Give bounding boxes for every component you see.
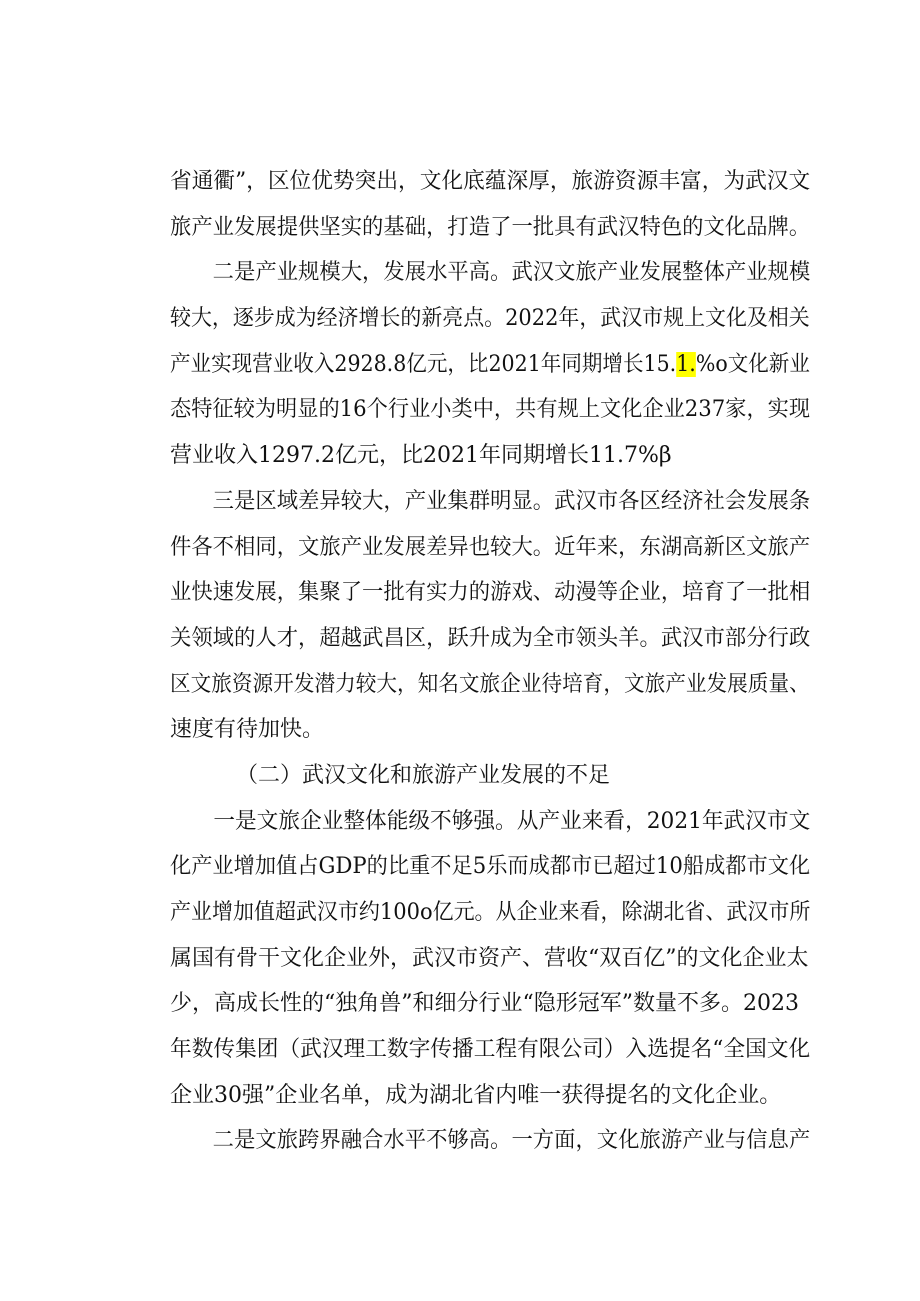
text-line: 省通衢”，区位优势突出，文化底蕴深厚，旅游资源丰富，为武汉文 <box>170 169 811 194</box>
text-line: 区文旅资源开发潜力较大，知名文旅企业待培育，文旅产业发展质量、 <box>170 671 810 697</box>
text-line: 速度有待加快。 <box>170 717 325 743</box>
text-line: 件各不相同，文旅产业发展差异也较大。近年来，东湖高新区文旅产 <box>170 534 811 560</box>
paragraph-start-line: 一是文旅企业整体能级不够强。从产业来看，2021年武汉市文 <box>213 808 811 834</box>
highlighted-text: 1. <box>676 351 696 377</box>
text-line: 少，高成长性的“独角兽”和细分行业“隐形冠军”数量不多。2023 <box>170 991 799 1017</box>
paragraph-start-line <box>170 250 811 296</box>
text-line: 企业30强”企业名单，成为湖北省内唯一获得提名的文化企业。 <box>170 1082 782 1108</box>
text-line: 态特征较为明显的16个行业小类中，共有规上文化企业237家，实现 <box>170 397 811 423</box>
text-segment: 产业实现营业收入2928.8亿元，比2021年同期增长15. <box>170 351 677 377</box>
paragraph-text: 二是产业规模大，发展水平高。武汉文旅产业发展整体产业规模 <box>212 260 811 286</box>
text-line: 营业收入1297.2亿元，比2021年同期增长11.7%β <box>170 443 672 469</box>
text-segment: %o文化新业 <box>695 351 810 377</box>
text-line: 业快速发展，集聚了一批有实力的游戏、动漫等企业，培育了一批相 <box>170 580 811 606</box>
text-line: 旅产业发展提供坚实的基础，打造了一批具有武汉特色的文化品牌。 <box>170 214 811 240</box>
text-line: 年数传集团（武汉理工数字传播工程有限公司）入选提名“全国文化 <box>170 1037 811 1063</box>
text-line: 化产业增加值占GDP的比重不足5乐而成都市已超过10船成都市文化 <box>170 854 811 880</box>
text-line: 产业增加值超武汉市约100o亿元。从企业来看，除湖北省、武汉市所 <box>170 900 811 925</box>
paragraph-start-line: 二是文旅跨界融合水平不够高。一方面，文化旅游产业与信息产 <box>212 1128 811 1154</box>
text-line: 关领域的人才，超越武昌区，跃升成为全市领头羊。武汉市部分行政 <box>170 625 811 651</box>
text-line: 较大，逐步成为经济增长的新亮点。2022年，武汉市规上文化及相关 <box>170 306 810 332</box>
text-line: 属国有骨干文化企业外，武汉市资产、营收“双百亿”的文化企业太 <box>170 945 809 971</box>
body-text <box>170 159 810 1164</box>
section-heading: （二）武汉文化和旅游产业发展的不足 <box>236 762 611 788</box>
text-line-with-highlight <box>170 342 810 388</box>
paragraph-start-line: 三是区域差异较大，产业集群明显。武汉市各区经济社会发展条 <box>212 488 811 514</box>
